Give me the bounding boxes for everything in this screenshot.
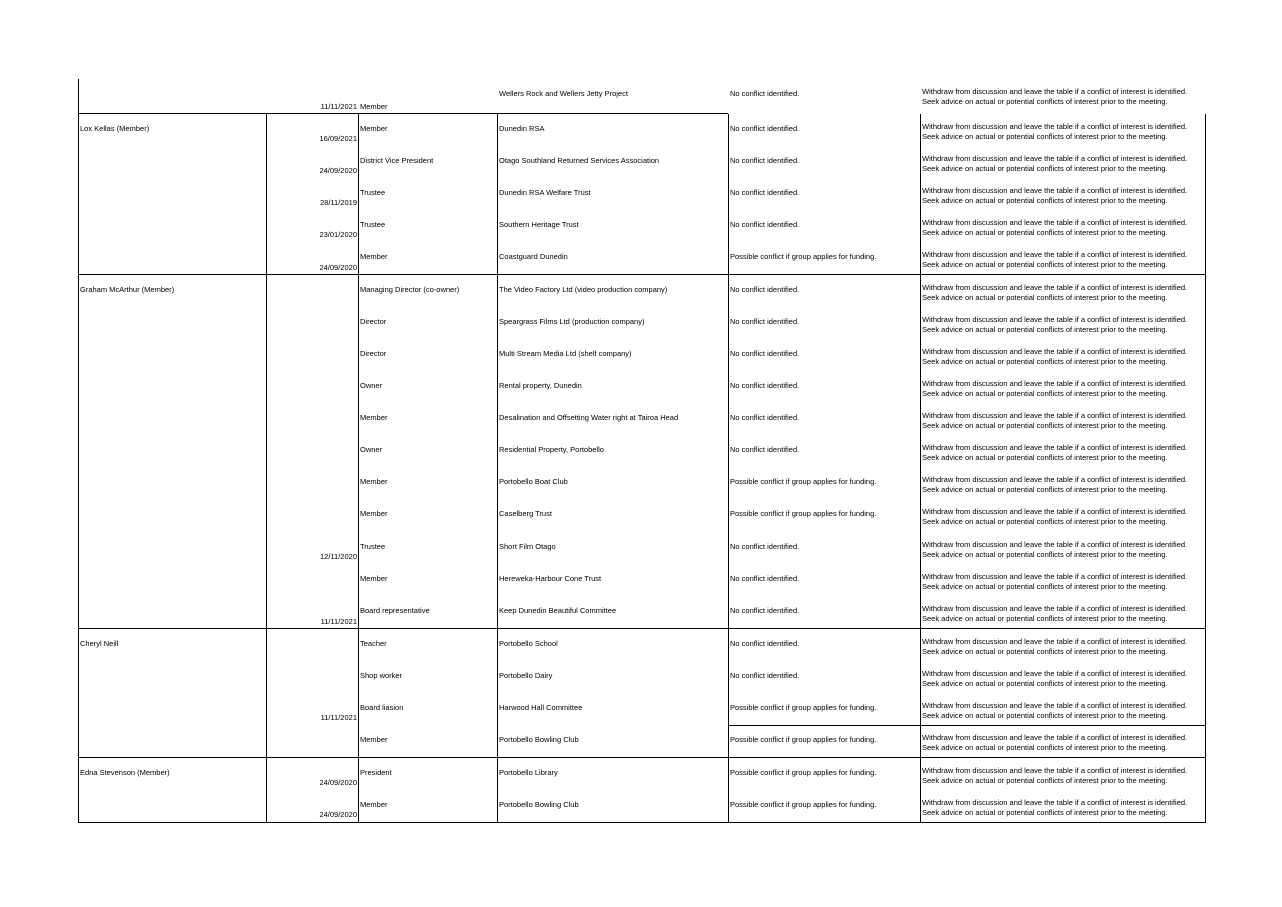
- interest-role: Member: [360, 252, 388, 261]
- interest-role: Board representative: [360, 606, 430, 615]
- interest-role: Owner: [360, 445, 383, 454]
- declaration-date: 11/11/2021: [320, 713, 357, 722]
- organisation: Hereweka-Harbour Cone Trust: [499, 574, 602, 583]
- conflict-assessment: No conflict identified.: [730, 445, 800, 454]
- member-name: Lox Kellas (Member): [80, 124, 150, 133]
- action-note-line-1: Withdraw from discussion and leave the table if a conflict of interest is identified.: [922, 701, 1188, 710]
- declaration-date: 11/11/2021: [320, 617, 357, 626]
- conflict-assessment: No conflict identified.: [730, 317, 800, 326]
- declaration-date: 16/09/2021: [319, 134, 357, 143]
- action-note-line-1: Withdraw from discussion and leave the table if a conflict of interest is identified.: [922, 379, 1188, 388]
- organisation: Caselberg Trust: [499, 509, 552, 518]
- interest-role: Member: [360, 735, 388, 744]
- member-name: Edna Stevenson (Member): [80, 768, 170, 777]
- row-separator: [728, 725, 1205, 726]
- action-note-line-1: Withdraw from discussion and leave the table if a conflict of interest is identified.: [922, 475, 1188, 484]
- action-note-line-1: Withdraw from discussion and leave the table if a conflict of interest is identified.: [922, 637, 1188, 646]
- group-separator: [78, 113, 728, 114]
- action-note-line-2: Seek advice on actual or potential conflicts of interest prior to the meeting.: [922, 293, 1168, 302]
- organisation: Portobello School: [499, 639, 558, 648]
- organisation: Otago Southland Returned Services Association: [499, 156, 660, 165]
- action-note-line-1: Withdraw from discussion and leave the table if a conflict of interest is identified.: [922, 87, 1188, 96]
- action-note-line-2: Seek advice on actual or potential conflicts of interest prior to the meeting.: [922, 228, 1168, 237]
- action-note-line-2: Seek advice on actual or potential conflicts of interest prior to the meeting.: [922, 776, 1168, 785]
- table-bottom-border: [78, 822, 1206, 823]
- action-note-line-2: Seek advice on actual or potential conflicts of interest prior to the meeting.: [922, 325, 1168, 334]
- conflict-assessment: Possible conflict if group applies for funding.: [730, 509, 877, 518]
- group-separator: [78, 757, 1205, 758]
- organisation: Speargrass Films Ltd (production company): [499, 317, 645, 326]
- organisation: Short Film Otago: [499, 542, 556, 551]
- action-note-line-1: Withdraw from discussion and leave the table if a conflict of interest is identified.: [922, 669, 1188, 678]
- action-note-line-1: Withdraw from discussion and leave the table if a conflict of interest is identified.: [922, 347, 1188, 356]
- conflict-assessment: No conflict identified.: [730, 220, 800, 229]
- action-note-line-1: Withdraw from discussion and leave the table if a conflict of interest is identified.: [922, 766, 1188, 775]
- conflict-assessment: No conflict identified.: [730, 349, 800, 358]
- conflict-assessment: No conflict identified.: [730, 285, 800, 294]
- organisation: Southern Heritage Trust: [499, 220, 579, 229]
- interest-role: Trustee: [360, 542, 386, 551]
- organisation: Portobello Bowling Club: [499, 735, 579, 744]
- organisation: Portobello Bowling Club: [499, 800, 579, 809]
- organisation: Dunedin RSA Welfare Trust: [499, 188, 591, 197]
- action-note-line-1: Withdraw from discussion and leave the table if a conflict of interest is identified.: [922, 250, 1188, 259]
- conflict-assessment: No conflict identified.: [730, 671, 800, 680]
- interest-role: Member: [360, 574, 388, 583]
- action-note-line-1: Withdraw from discussion and leave the table if a conflict of interest is identified.: [922, 315, 1188, 324]
- action-note-line-2: Seek advice on actual or potential conflicts of interest prior to the meeting.: [922, 582, 1168, 591]
- organisation: Multi Stream Media Ltd (shelf company): [499, 349, 632, 358]
- interest-role: Trustee: [360, 188, 386, 197]
- action-note-line-1: Withdraw from discussion and leave the table if a conflict of interest is identified.: [922, 733, 1188, 742]
- action-note-line-2: Seek advice on actual or potential conflicts of interest prior to the meeting.: [922, 614, 1168, 623]
- interest-role: Member: [360, 124, 388, 133]
- action-note-line-1: Withdraw from discussion and leave the table if a conflict of interest is identified.: [922, 443, 1188, 452]
- declaration-date: 11/11/2021: [320, 102, 357, 111]
- action-note-line-1: Withdraw from discussion and leave the table if a conflict of interest is identified.: [922, 604, 1188, 613]
- conflict-assessment: No conflict identified.: [730, 574, 800, 583]
- action-note-line-1: Withdraw from discussion and leave the table if a conflict of interest is identified.: [922, 218, 1188, 227]
- action-note-line-2: Seek advice on actual or potential conflicts of interest prior to the meeting.: [922, 164, 1168, 173]
- action-note-line-2: Seek advice on actual or potential conflicts of interest prior to the meeting.: [922, 808, 1168, 817]
- interest-role: Teacher: [360, 639, 387, 648]
- action-note-line-2: Seek advice on actual or potential conflicts of interest prior to the meeting.: [922, 97, 1168, 106]
- interest-role: Member: [360, 477, 388, 486]
- action-note-line-2: Seek advice on actual or potential conflicts of interest prior to the meeting.: [922, 196, 1168, 205]
- group-separator: [78, 274, 1205, 275]
- declaration-date: 24/09/2020: [319, 810, 357, 819]
- interest-role: Managing Director (co-owner): [360, 285, 460, 294]
- interest-role: Director: [360, 317, 387, 326]
- action-note-line-2: Seek advice on actual or potential conflicts of interest prior to the meeting.: [922, 550, 1168, 559]
- conflict-assessment: Possible conflict if group applies for funding.: [730, 768, 877, 777]
- group-separator: [78, 628, 1205, 629]
- column-border-right: [1205, 114, 1206, 823]
- organisation: Coastguard Dunedin: [499, 252, 568, 261]
- conflict-assessment: Possible conflict if group applies for funding.: [730, 703, 877, 712]
- action-note-line-2: Seek advice on actual or potential conflicts of interest prior to the meeting.: [922, 132, 1168, 141]
- column-border-org: [728, 114, 729, 822]
- column-border-role: [497, 114, 498, 822]
- action-note-line-2: Seek advice on actual or potential conflicts of interest prior to the meeting.: [922, 485, 1168, 494]
- declaration-date: 12/11/2020: [320, 552, 357, 561]
- action-note-line-2: Seek advice on actual or potential conflicts of interest prior to the meeting.: [922, 389, 1168, 398]
- interest-role: Trustee: [360, 220, 386, 229]
- organisation: Rental property, Dunedin: [499, 381, 582, 390]
- interest-role: Owner: [360, 381, 383, 390]
- declaration-date: 24/09/2020: [319, 263, 357, 272]
- declaration-date: 24/09/2020: [319, 166, 357, 175]
- member-name: Graham McArthur (Member): [80, 285, 175, 294]
- action-note-line-1: Withdraw from discussion and leave the table if a conflict of interest is identified.: [922, 122, 1188, 131]
- conflict-assessment: Possible conflict if group applies for funding.: [730, 252, 877, 261]
- interest-role: Member: [360, 102, 388, 111]
- interest-role: Member: [360, 413, 388, 422]
- conflict-assessment: No conflict identified.: [730, 89, 800, 98]
- action-note-line-1: Withdraw from discussion and leave the table if a conflict of interest is identified.: [922, 154, 1188, 163]
- organisation: Portobello Dairy: [499, 671, 553, 680]
- action-note-line-2: Seek advice on actual or potential conflicts of interest prior to the meeting.: [922, 517, 1168, 526]
- interest-role: Director: [360, 349, 387, 358]
- action-note-line-2: Seek advice on actual or potential conflicts of interest prior to the meeting.: [922, 743, 1168, 752]
- conflict-assessment: No conflict identified.: [730, 381, 800, 390]
- interest-role: Shop worker: [360, 671, 403, 680]
- column-border-date: [358, 114, 359, 822]
- action-note-line-1: Withdraw from discussion and leave the table if a conflict of interest is identified.: [922, 540, 1188, 549]
- interest-role: District Vice President: [360, 156, 434, 165]
- action-note-line-2: Seek advice on actual or potential conflicts of interest prior to the meeting.: [922, 679, 1168, 688]
- interest-role: Board liasion: [360, 703, 404, 712]
- organisation: Harwood Hall Committee: [499, 703, 583, 712]
- organisation: The Video Factory Ltd (video production company): [499, 285, 668, 294]
- conflict-assessment: Possible conflict if group applies for funding.: [730, 477, 877, 486]
- conflict-assessment: No conflict identified.: [730, 124, 800, 133]
- action-note-line-2: Seek advice on actual or potential conflicts of interest prior to the meeting.: [922, 260, 1168, 269]
- member-name: Cheryl Neill: [80, 639, 119, 648]
- conflict-assessment: Possible conflict if group applies for funding.: [730, 735, 877, 744]
- organisation: Portobello Library: [499, 768, 558, 777]
- declaration-date: 23/01/2020: [319, 230, 357, 239]
- action-note-line-1: Withdraw from discussion and leave the table if a conflict of interest is identified.: [922, 572, 1188, 581]
- declaration-date: 24/09/2020: [319, 778, 357, 787]
- action-note-line-1: Withdraw from discussion and leave the table if a conflict of interest is identified.: [922, 411, 1188, 420]
- action-note-line-1: Withdraw from discussion and leave the table if a conflict of interest is identified.: [922, 507, 1188, 516]
- conflict-assessment: No conflict identified.: [730, 156, 800, 165]
- action-note-line-2: Seek advice on actual or potential conflicts of interest prior to the meeting.: [922, 711, 1168, 720]
- organisation: Wellers Rock and Wellers Jetty Project: [499, 89, 628, 98]
- column-border-left: [78, 79, 79, 823]
- organisation: Residential Property, Portobello: [499, 445, 604, 454]
- action-note-line-1: Withdraw from discussion and leave the table if a conflict of interest is identified.: [922, 186, 1188, 195]
- interest-role: Member: [360, 509, 388, 518]
- action-note-line-2: Seek advice on actual or potential conflicts of interest prior to the meeting.: [922, 421, 1168, 430]
- interest-role: President: [360, 768, 392, 777]
- organisation: Keep Dunedin Beautiful Committee: [499, 606, 617, 615]
- action-note-line-1: Withdraw from discussion and leave the table if a conflict of interest is identified.: [922, 283, 1188, 292]
- action-note-line-2: Seek advice on actual or potential conflicts of interest prior to the meeting.: [922, 357, 1168, 366]
- organisation: Desalination and Offsetting Water right at Tairoa Head: [499, 413, 679, 422]
- conflict-assessment: No conflict identified.: [730, 413, 800, 422]
- organisation: Portobello Boat Club: [499, 477, 568, 486]
- action-note-line-2: Seek advice on actual or potential conflicts of interest prior to the meeting.: [922, 647, 1168, 656]
- conflict-assessment: No conflict identified.: [730, 639, 800, 648]
- conflict-assessment: No conflict identified.: [730, 188, 800, 197]
- column-border-conflict: [920, 114, 921, 822]
- interest-role: Member: [360, 800, 388, 809]
- conflict-assessment: No conflict identified.: [730, 542, 800, 551]
- organisation: Dunedin RSA: [499, 124, 545, 133]
- action-note-line-1: Withdraw from discussion and leave the table if a conflict of interest is identified.: [922, 798, 1188, 807]
- conflict-assessment: Possible conflict if group applies for funding.: [730, 800, 877, 809]
- declaration-date: 28/11/2019: [320, 198, 357, 207]
- action-note-line-2: Seek advice on actual or potential conflicts of interest prior to the meeting.: [922, 453, 1168, 462]
- conflict-assessment: No conflict identified.: [730, 606, 800, 615]
